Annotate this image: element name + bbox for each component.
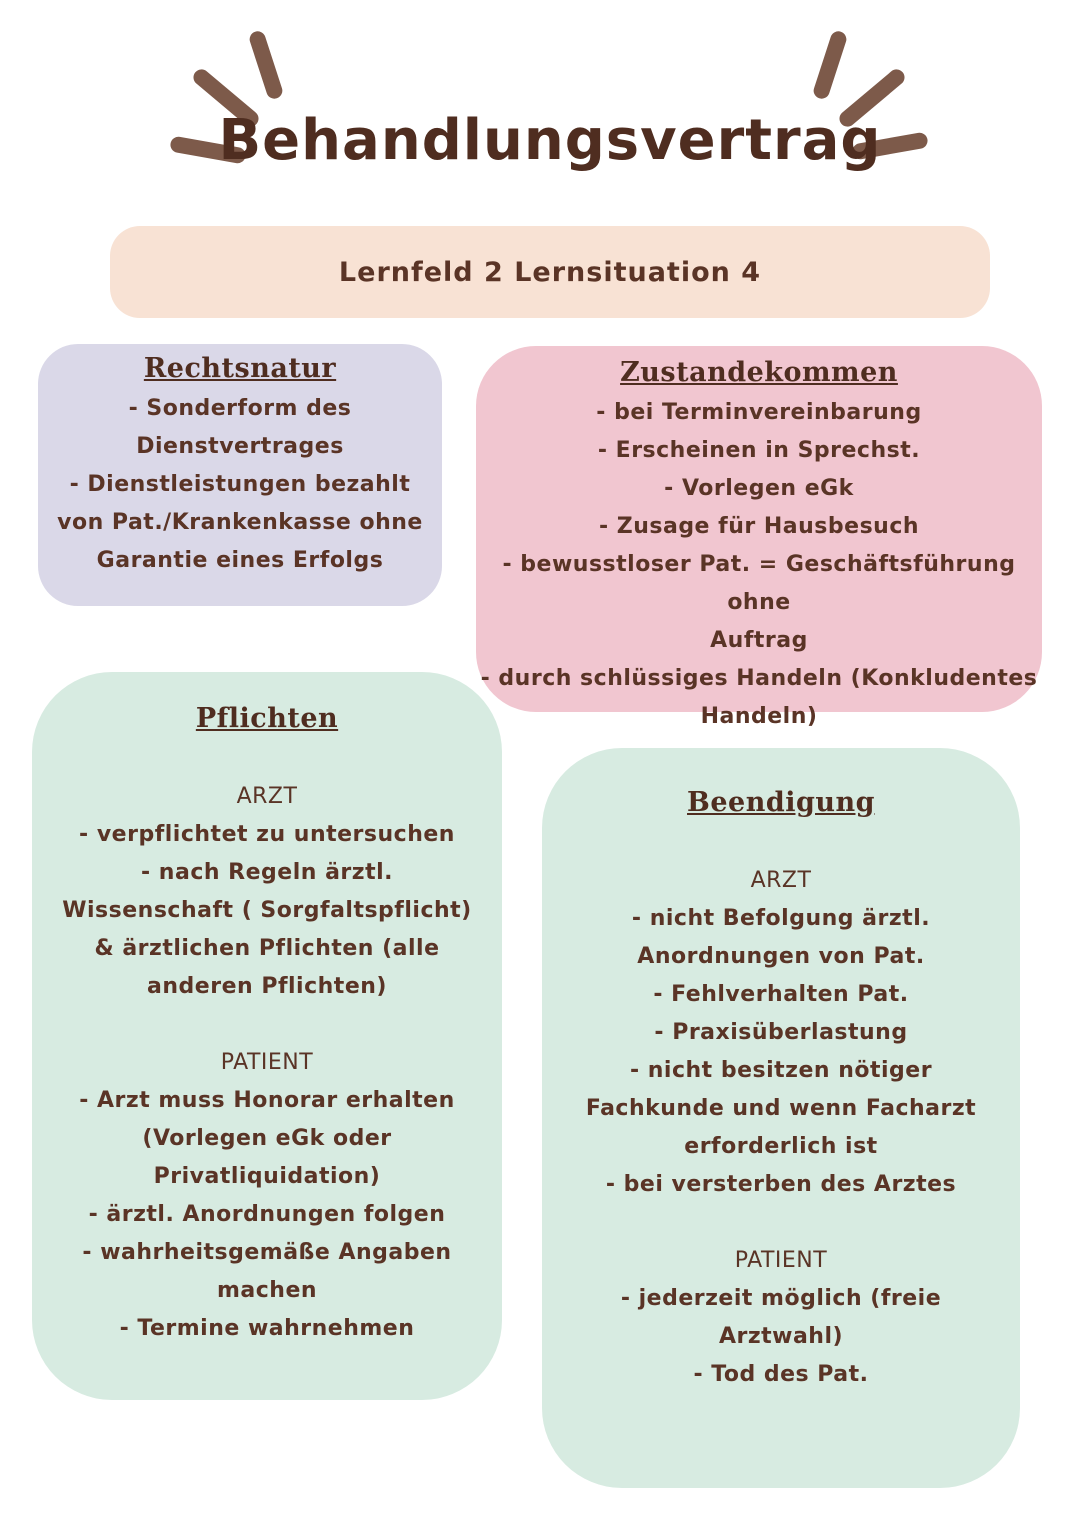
page-title: Behandlungsvertrag (218, 108, 882, 173)
list-item: - nach Regeln ärztl. (141, 860, 393, 885)
list-item: - bei versterben des Arztes (605, 1172, 957, 1197)
list-item: Anordnungen von Pat. (637, 944, 925, 969)
list-item: von Pat./Krankenkasse ohne (57, 510, 423, 535)
list-item: Dienstvertrages (136, 434, 344, 459)
list-item: - bewusstloser Pat. = Geschäftsführung ohne (502, 552, 1016, 615)
list-item: Auftrag (710, 628, 808, 653)
subtitle-banner (110, 226, 990, 318)
list-item: - Sonderform des (128, 396, 352, 421)
list-item: machen (216, 1278, 318, 1303)
list-item: Privatliquidation) (153, 1164, 381, 1189)
pflichten-heading: Pflichten (195, 703, 339, 734)
subtitle: Lernfeld 2 Lernsituation 4 (338, 256, 762, 288)
arzt-label: ARZT (236, 784, 298, 809)
list-item: - wahrheitsgemäße Angaben (82, 1240, 452, 1265)
list-item: - Erscheinen in Sprechst. (597, 438, 921, 463)
list-item: Fachkunde und wenn Facharzt (585, 1096, 977, 1121)
list-item: & ärztlichen Pflichten (alle (94, 936, 440, 961)
list-item: - jederzeit möglich (freie (620, 1286, 942, 1311)
list-item: - ärztl. Anordnungen folgen (88, 1202, 446, 1227)
list-item: - Zusage für Hausbesuch (598, 514, 920, 539)
rechtsnatur-card (38, 344, 442, 606)
list-item: - bei Terminvereinbarung (596, 400, 922, 425)
pflichten-card (32, 672, 502, 1400)
list-item: Handeln) (700, 704, 818, 729)
list-item: - Vorlegen eGk (664, 476, 854, 501)
patient-label: PATIENT (734, 1248, 828, 1273)
beendigung-card (542, 748, 1020, 1488)
list-item: - Arzt muss Honorar erhalten (79, 1088, 455, 1113)
list-item: - Praxisüberlastung (654, 1020, 908, 1045)
list-item: erforderlich ist (684, 1134, 878, 1159)
list-item: - Tod des Pat. (693, 1362, 869, 1387)
list-item: Wissenschaft ( Sorgfaltspflicht) (62, 898, 472, 923)
beendigung-heading: Beendigung (687, 787, 875, 818)
list-item: (Vorlegen eGk oder (142, 1126, 392, 1151)
zustandekommen-heading: Zustandekommen (620, 357, 898, 388)
list-item: - nicht besitzen nötiger (629, 1058, 933, 1083)
list-item: - Dienstleistungen bezahlt (69, 472, 411, 497)
list-item: - durch schlüssiges Handeln (Konkludentes (480, 666, 1038, 691)
list-item: Arztwahl) (718, 1324, 844, 1349)
list-item: - nicht Befolgung ärztl. (631, 906, 931, 931)
arzt-label: ARZT (750, 868, 812, 893)
list-item: anderen Pflichten) (147, 974, 387, 999)
zustandekommen-card (476, 346, 1042, 729)
list-item: - verpflichtet zu untersuchen (79, 822, 455, 847)
list-item: - Fehlverhalten Pat. (653, 982, 909, 1007)
list-item: Garantie eines Erfolgs (96, 548, 384, 573)
rechtsnatur-heading: Rechtsnatur (143, 353, 337, 384)
patient-label: PATIENT (220, 1050, 314, 1075)
list-item: - Termine wahrnehmen (119, 1316, 415, 1341)
